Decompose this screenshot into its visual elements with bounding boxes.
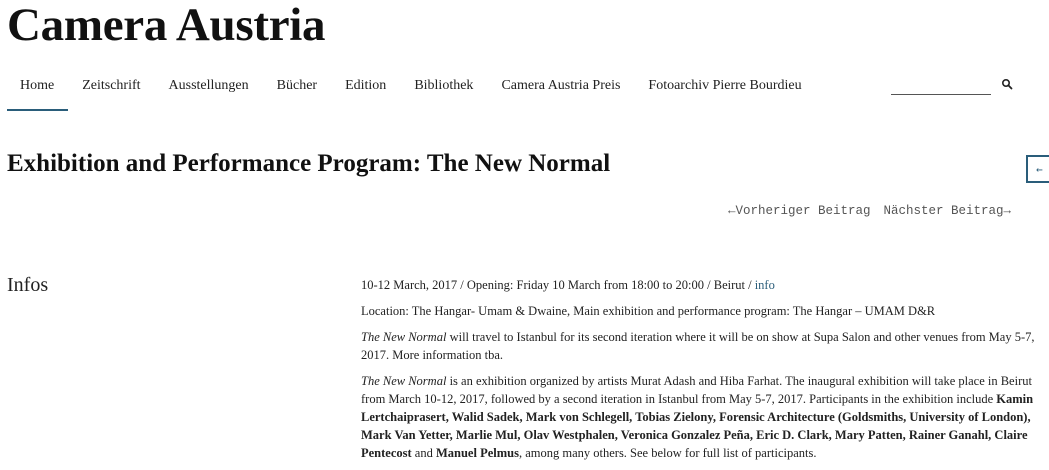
nav-item-zeitschrift[interactable]: Zeitschrift <box>82 78 141 93</box>
participants-list: Kamin Lertchaiprasert, Walid Sadek, Mark von Schlegell, Tobias Zielony, Forensic Architecture (Goldsmiths, University of London), Mark Van Yetter, Marlie Mul, Olav Westphalen, Veronica Gonzalez Peña, Eric D. Clark, Mary Patten, Rainer Ganahl, Claire Pentecost <box>361 392 1034 460</box>
nav-item-ausstellungen[interactable]: Ausstellungen <box>168 78 249 93</box>
previous-post-link[interactable]: ←Vorheriger Beitrag <box>727 204 871 218</box>
side-arrow-button[interactable]: ← <box>1026 155 1049 183</box>
infos-heading: Infos <box>7 274 49 296</box>
nav-item-camera-austria-preis[interactable]: Camera Austria Preis <box>501 78 621 93</box>
search-input[interactable] <box>891 76 991 95</box>
search-icon[interactable] <box>1001 78 1013 90</box>
info-line: 10-12 March, 2017 / Opening: Friday 10 March from 18:00 to 20:00 / Beirut / info <box>361 278 775 292</box>
nav-item-buecher[interactable]: Bücher <box>276 78 318 93</box>
nav-item-bibliothek[interactable]: Bibliothek <box>414 78 474 93</box>
location-line: Location: The Hangar- Umam & Dwaine, Main exhibition and performance program: The Hangar – UMAM D&R <box>361 304 936 318</box>
nav-item-edition[interactable]: Edition <box>345 78 387 93</box>
nav-item-fotoarchiv[interactable]: Fotoarchiv Pierre Bourdieu <box>648 78 802 93</box>
site-title[interactable]: Camera Austria <box>7 0 326 51</box>
info-link[interactable]: info <box>754 278 775 292</box>
main-navigation <box>7 72 816 112</box>
next-post-link[interactable]: Nächster Beitrag→ <box>883 204 1011 218</box>
article-content <box>361 276 1035 470</box>
paragraph-istanbul: The New Normal will travel to Istanbul for its second iteration where it will be on show at Supa Salon and other venues from May 5-7, 2017. More information tba. <box>361 330 1035 362</box>
paragraph-description: The New Normal is an exhibition organized by artists Murat Adash and Hiba Farhat. The inaugural exhibition will take place in Beirut from March 10-12, 2017, followed by a second iteration in Istanbul from May 5-7, 2017. Participants in the exhibition include Kamin Lertchaiprasert, Walid Sadek, Mark von Schlegell, Tobias Zielony, Forensic Architecture (Goldsmiths, University of London), Mark Van Yetter, Marlie Mul, Olav Westphalen, Veronica Gonzalez Peña, Eric D. Clark, Mary Patten, Rainer Ganahl, Claire Pentecost and Manuel Pelmus, among many others. See below for full list of participants. <box>361 374 1034 460</box>
post-navigation <box>728 204 1011 218</box>
nav-item-home[interactable]: Home <box>7 72 68 110</box>
page-title: Exhibition and Performance Program: The New Normal <box>7 150 611 177</box>
participant-last: Manuel Pelmus <box>435 446 519 460</box>
